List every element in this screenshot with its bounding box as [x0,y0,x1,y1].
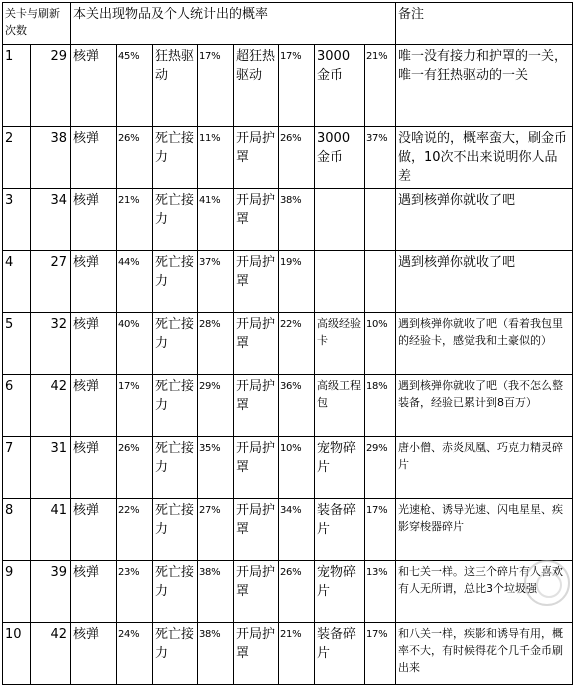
item4-cell [315,251,365,313]
prob4-cell: 13% [365,561,396,623]
note-cell: 和七关一样。这三个碎片有人喜欢有人无所谓，总比3个垃圾强 [396,561,573,623]
header-level-refresh: 关卡与刷新次数 [3,3,71,45]
item4-cell: 宠物碎片 [315,561,365,623]
item2-cell: 狂热驱动 [153,45,198,127]
item3-cell: 开局护罩 [234,499,279,561]
item3-cell: 超狂热驱动 [234,45,279,127]
refresh-cell: 42 [31,623,71,685]
prob4-cell [365,251,396,313]
item2-cell: 死亡接力 [153,313,198,375]
item2-cell: 死亡接力 [153,127,198,189]
item4-cell: 装备碎片 [315,499,365,561]
prob2-cell: 28% [198,313,234,375]
item1-cell: 核弹 [71,437,117,499]
level-cell: 2 [3,127,31,189]
prob3-cell: 22% [279,313,315,375]
item4-cell [315,189,365,251]
refresh-cell: 38 [31,127,71,189]
level-cell: 7 [3,437,31,499]
item3-cell: 开局护罩 [234,375,279,437]
prob1-cell: 23% [117,561,153,623]
prob2-cell: 41% [198,189,234,251]
prob2-cell: 38% [198,623,234,685]
item3-cell: 开局护罩 [234,189,279,251]
item4-cell: 3000金币 [315,45,365,127]
prob3-cell: 34% [279,499,315,561]
table-row [3,375,573,437]
prob3-cell: 26% [279,127,315,189]
prob1-cell: 26% [117,437,153,499]
prob3-cell: 19% [279,251,315,313]
prob4-cell: 18% [365,375,396,437]
item1-cell: 核弹 [71,499,117,561]
table-row [3,499,573,561]
item3-cell: 开局护罩 [234,313,279,375]
item1-cell: 核弹 [71,375,117,437]
header-items-probability: 本关出现物品及个人统计出的概率 [71,3,396,45]
refresh-cell: 34 [31,189,71,251]
item4-cell: 高级经验卡 [315,313,365,375]
prob2-cell: 29% [198,375,234,437]
watermark-logo-icon [524,560,570,606]
item2-cell: 死亡接力 [153,499,198,561]
table-row [3,561,573,623]
refresh-cell: 42 [31,375,71,437]
refresh-cell: 27 [31,251,71,313]
note-cell: 和八关一样，疾影和诱导有用，概率不大，有时候得花个几千金币刷出来 [396,623,573,685]
prob3-cell: 38% [279,189,315,251]
table-row [3,45,573,127]
prob4-cell: 29% [365,437,396,499]
item2-cell: 死亡接力 [153,623,198,685]
item4-cell: 3000金币 [315,127,365,189]
prob2-cell: 27% [198,499,234,561]
refresh-cell: 31 [31,437,71,499]
item2-cell: 死亡接力 [153,375,198,437]
item1-cell: 核弹 [71,189,117,251]
prob4-cell: 17% [365,499,396,561]
note-cell: 遇到核弹你就收了吧 [396,189,573,251]
prob4-cell [365,189,396,251]
table-row [3,127,573,189]
note-cell: 唐小僧、赤炎凤凰、巧克力精灵碎片 [396,437,573,499]
item1-cell: 核弹 [71,623,117,685]
item1-cell: 核弹 [71,561,117,623]
prob4-cell: 10% [365,313,396,375]
note-cell: 遇到核弹你就收了吧 [396,251,573,313]
note-cell: 没啥说的，概率蛮大，刷金币做，10次不出来说明你人品差 [396,127,573,189]
prob3-cell: 17% [279,45,315,127]
item4-cell: 高级工程包 [315,375,365,437]
item2-cell: 死亡接力 [153,561,198,623]
prob4-cell: 17% [365,623,396,685]
level-cell: 5 [3,313,31,375]
prob2-cell: 17% [198,45,234,127]
header-row [3,3,573,45]
level-cell: 10 [3,623,31,685]
prob2-cell: 38% [198,561,234,623]
note-cell: 遇到核弹你就收了吧（看着我包里的经验卡，感觉我和土豪似的） [396,313,573,375]
note-cell: 光速枪、诱导光速、闪电星星、疾影穿梭器碎片 [396,499,573,561]
item1-cell: 核弹 [71,251,117,313]
item2-cell: 死亡接力 [153,437,198,499]
refresh-cell: 41 [31,499,71,561]
item3-cell: 开局护罩 [234,623,279,685]
level-cell: 9 [3,561,31,623]
prob2-cell: 37% [198,251,234,313]
prob2-cell: 11% [198,127,234,189]
item2-cell: 死亡接力 [153,189,198,251]
level-cell: 6 [3,375,31,437]
table-row [3,623,573,685]
level-cell: 4 [3,251,31,313]
prob3-cell: 26% [279,561,315,623]
level-cell: 8 [3,499,31,561]
level-cell: 3 [3,189,31,251]
item3-cell: 开局护罩 [234,561,279,623]
table-row [3,313,573,375]
item1-cell: 核弹 [71,45,117,127]
prob3-cell: 21% [279,623,315,685]
prob1-cell: 22% [117,499,153,561]
prob1-cell: 44% [117,251,153,313]
item2-cell: 死亡接力 [153,251,198,313]
item1-cell: 核弹 [71,313,117,375]
table-row [3,189,573,251]
prob1-cell: 45% [117,45,153,127]
table-row [3,251,573,313]
prob4-cell: 21% [365,45,396,127]
item4-cell: 宠物碎片 [315,437,365,499]
prob1-cell: 21% [117,189,153,251]
prob2-cell: 35% [198,437,234,499]
note-cell: 唯一没有接力和护罩的一关，唯一有狂热驱动的一关 [396,45,573,127]
note-cell: 遇到核弹你就收了吧（我不怎么整装备，经验已累计到8百万） [396,375,573,437]
table-row [3,437,573,499]
refresh-cell: 32 [31,313,71,375]
drop-rate-table [2,2,573,685]
level-cell: 1 [3,45,31,127]
prob3-cell: 36% [279,375,315,437]
item3-cell: 开局护罩 [234,127,279,189]
refresh-cell: 29 [31,45,71,127]
prob1-cell: 40% [117,313,153,375]
prob4-cell: 37% [365,127,396,189]
item3-cell: 开局护罩 [234,251,279,313]
header-notes: 备注 [396,3,573,45]
item3-cell: 开局护罩 [234,437,279,499]
item4-cell: 装备碎片 [315,623,365,685]
prob1-cell: 17% [117,375,153,437]
prob3-cell: 10% [279,437,315,499]
prob1-cell: 26% [117,127,153,189]
refresh-cell: 39 [31,561,71,623]
prob1-cell: 24% [117,623,153,685]
item1-cell: 核弹 [71,127,117,189]
